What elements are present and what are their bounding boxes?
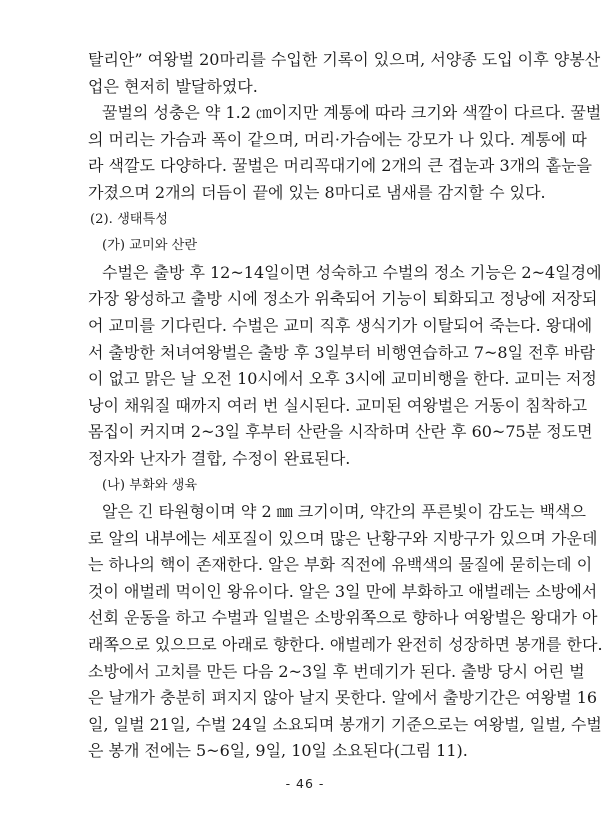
text-line: 는 하나의 핵이 존재한다. 알은 부화 직전에 유백색의 물질에 묻히는데 이 [88, 555, 593, 575]
text-line: 라 색깔도 다양하다. 꿀벌은 머리꼭대기에 2개의 큰 겹눈과 3개의 홑눈을 [88, 156, 592, 176]
text-line: 정자와 난자가 결합, 수정이 완료된다. [88, 448, 351, 468]
paragraph-adult-description [88, 100, 602, 206]
text-line: 업은 현저히 발달하였다. [88, 76, 258, 96]
text-line: 이 없고 맑은 날 오전 10시에서 오후 3시에 교미비행을 한다. 교미는 저정 [88, 369, 597, 389]
text-line: 은 날개가 충분히 펴지지 않아 날지 못한다. 알에서 출방기간은 여왕벌 16 [88, 688, 598, 708]
subsection-heading-hatching: (나) 부화와 생육 [102, 477, 198, 493]
text-line: 래쪽으로 있으므로 아래로 향한다. 애벌레가 완전히 성장하면 봉개를 한다. [88, 635, 603, 655]
text-line: 꿀벌의 성충은 약 1.2 ㎝이지만 계통에 따라 크기와 색깔이 다르다. 꿀벌 [102, 103, 602, 123]
text-line: 가장 왕성하고 출방 시에 정소가 위축되어 기능이 퇴화되고 정낭에 저장되 [88, 289, 598, 309]
text-line: 로 알의 내부에는 세포질이 있으며 많은 난황구와 지방구가 있으며 가운데 [88, 528, 598, 548]
paragraph-mating-laying [88, 260, 602, 473]
text-line: 은 봉개 전에는 5~6일, 9일, 10일 소요된다(그림 11). [88, 741, 468, 761]
text-line: 의 머리는 가슴과 폭이 같으며, 머리·가슴에는 강모가 나 있다. 계통에 따 [88, 129, 587, 149]
subsection-heading-mating: (가) 교미와 산란 [102, 238, 198, 254]
text-line: 낭이 채워질 때까지 여러 번 실시된다. 교미된 여왕벌은 거동이 침착하고 [88, 395, 588, 415]
section-heading: (2). 생태특성 [90, 211, 169, 227]
text-line: 어 교미를 기다린다. 수벌은 교미 직후 생식기가 이탈되어 죽는다. 왕대에 [88, 315, 593, 335]
text-line: 가졌으며 2개의 더듬이 끝에 있는 8마디로 냄새를 감지할 수 있다. [88, 182, 546, 202]
text-line: 것이 애벌레 먹이인 왕유이다. 알은 3일 만에 부화하고 애벌레는 소방에서 [88, 581, 598, 601]
page-number: - 46 - [285, 776, 325, 791]
document-body [88, 47, 603, 765]
text-line: 알은 긴 타원형이며 약 2 ㎜ 크기이며, 약간의 푸른빛이 감도는 백색으 [102, 502, 586, 522]
text-line: 탈리안” 여왕벌 20마리를 수입한 기록이 있으며, 서양종 도입 이후 양봉산 [88, 50, 601, 69]
text-line: 소방에서 고치를 만든 다음 2~3일 후 번데기가 된다. 출방 당시 어린 벌 [88, 661, 585, 681]
text-line: 일, 일벌 21일, 수벌 24일 소요되며 봉개기 기준으로는 여왕벌, 일벌, 수벌 [88, 714, 602, 734]
paragraph-intro-continued [88, 47, 601, 100]
text-line: 서 출방한 처녀여왕벌은 출방 후 3일부터 비행연습하고 7~8일 전후 바람 [88, 342, 596, 362]
text-line: 수벌은 출방 후 12~14일이면 성숙하고 수벌의 정소 기능은 2~4일경에 [102, 262, 602, 282]
paragraph-hatching-growth [88, 499, 603, 765]
text-line: 몸집이 커지며 2~3일 후부터 산란을 시작하며 산란 후 60~75분 정도면 [88, 422, 593, 442]
text-line: 선회 운동을 하고 수벌과 일벌은 소방위쪽으로 향하나 여왕벌은 왕대가 아 [88, 608, 598, 628]
